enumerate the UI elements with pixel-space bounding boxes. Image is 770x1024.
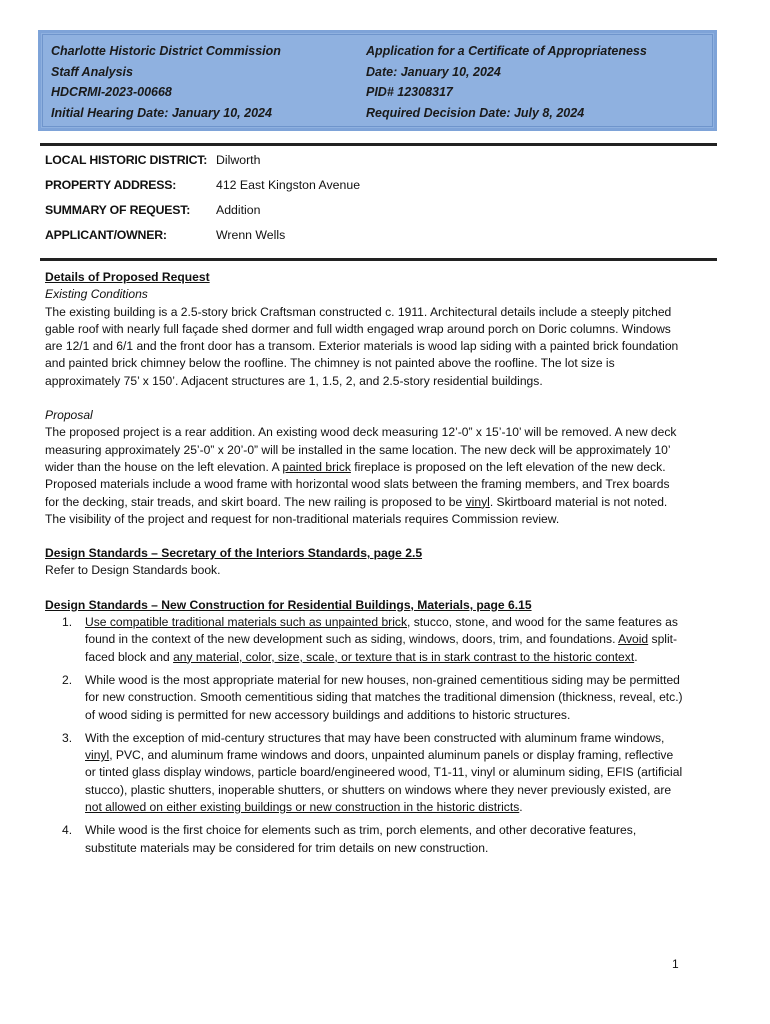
info-label: APPLICANT/OWNER: — [45, 228, 167, 242]
info-label: SUMMARY OF REQUEST: — [45, 203, 191, 217]
info-value: 412 East Kingston Avenue — [216, 178, 361, 192]
info-value: Addition — [216, 203, 261, 217]
list-item: 4. While wood is the first choice for elements such as trim, porch elements, and other decorative features, substitute materials may be considered for trim details on new construction. — [62, 823, 637, 855]
underlined-text: vinyl — [465, 494, 490, 509]
list-item: 1. Use compatible traditional materials such as unpainted brick, stucco, stone, and wood for the same features as found in the context of the new development such as siding, windows, doors, trim, and foundations. Avoid split-faced block and any material, color, size, scale, or texture that is in stark contrast to the historic context. — [62, 615, 678, 664]
info-label: LOCAL HISTORIC DISTRICT: — [45, 153, 208, 167]
info-label: PROPERTY ADDRESS: — [45, 178, 177, 192]
case-number: HDCRMI-2023-00668 — [51, 85, 172, 100]
existing-conditions-text: The existing building is a 2.5-story brick Craftsman constructed c. 1911. Architectural details include a steeply pitched gable roof with nearly full façade shed dormer and full width engaged wrap around porch on Doric columns. Windows are 12/1 and 6/1 and the front door has a transom. Exterior materials is wood lap siding with a painted brick foundation and painted brick chimney below the roofline. The chimney is not painted above the roofline. The lot size is approximately 75’ x 150’. Adjacent structures are 1, 1.5, 2, and 2.5-story residential buildings. — [45, 304, 679, 388]
top-divider — [40, 143, 717, 146]
underlined-text: painted brick — [282, 459, 351, 474]
list-number: 4. — [62, 823, 73, 838]
initial-hearing-date: Initial Hearing Date: January 10, 2024 — [51, 106, 272, 121]
report-type: Staff Analysis — [51, 64, 133, 79]
list-number: 2. — [62, 672, 73, 687]
list-item: 3. With the exception of mid-century structures that may have been constructed with aluminum frame windows, vinyl, PVC, and aluminum frame windows and doors, unpainted aluminum panels or display framing, reflective or tinted glass display windows, particle board/engineered wood, T1-11, vinyl or aluminum siding, EFIS (artificial stucco), plastic shutters, inoperable shutters, or shutters on windows where they never previously existed, are not allowed on either existing buildings or new construction in the historic districts. — [62, 730, 683, 815]
parcel-id: PID# 12308317 — [366, 85, 453, 100]
list-number: 3. — [62, 730, 73, 745]
page-number: 1 — [672, 957, 679, 971]
report-body — [45, 269, 685, 863]
standards-heading-materials: Design Standards – New Construction for Residential Buildings, Materials, page 6.15 — [45, 597, 532, 612]
proposal-text: The proposed project is a rear addition. An existing wood deck measuring 12’-0” x 15’-10’ will be removed. A new deck measuring approximately 25’-0” x 20’-0” will be installed in the same location. The new deck will be approximately 10’ wider than the house on the left elevation. A painted brick fireplace is proposed on the left elevation of the new deck. Proposed materials include a wood frame with horizontal wood slats between the framing members, and Trex boards for the decking, stair treads, and skirt board. The new railing is proposed to be vinyl. Skirtboard material is not noted. The visibility of the project and request for non-traditional materials requires Commission review. — [45, 425, 677, 526]
details-heading: Details of Proposed Request — [45, 270, 210, 284]
header-banner — [38, 30, 717, 131]
required-decision-date: Required Decision Date: July 8, 2024 — [366, 106, 585, 121]
header-right-column — [366, 41, 647, 124]
proposal-heading: Proposal — [45, 408, 93, 423]
materials-standards-list — [45, 614, 685, 857]
bottom-divider — [40, 258, 717, 261]
commission-name: Charlotte Historic District Commission — [51, 44, 281, 58]
report-date: Date: January 10, 2024 — [366, 64, 501, 79]
info-value: Dilworth — [216, 153, 261, 167]
application-title: Application for a Certificate of Appropriateness — [366, 44, 647, 58]
standards-reference-text: Refer to Design Standards book. — [45, 563, 221, 578]
standards-heading-interior: Design Standards – Secretary of the Interiors Standards, page 2.5 — [45, 546, 423, 561]
info-value: Wrenn Wells — [216, 228, 286, 242]
list-number: 1. — [62, 615, 73, 630]
list-item: 2. While wood is the most appropriate material for new houses, non-grained cementitious siding may be permitted for new construction. Smooth cementitious siding that matches the traditional dimension (thickness, reveal, etc.) of wood siding is permitted for new accessory buildings and additions to historic structures. — [62, 672, 683, 722]
existing-conditions-heading: Existing Conditions — [45, 287, 148, 302]
header-left-column — [51, 41, 281, 124]
